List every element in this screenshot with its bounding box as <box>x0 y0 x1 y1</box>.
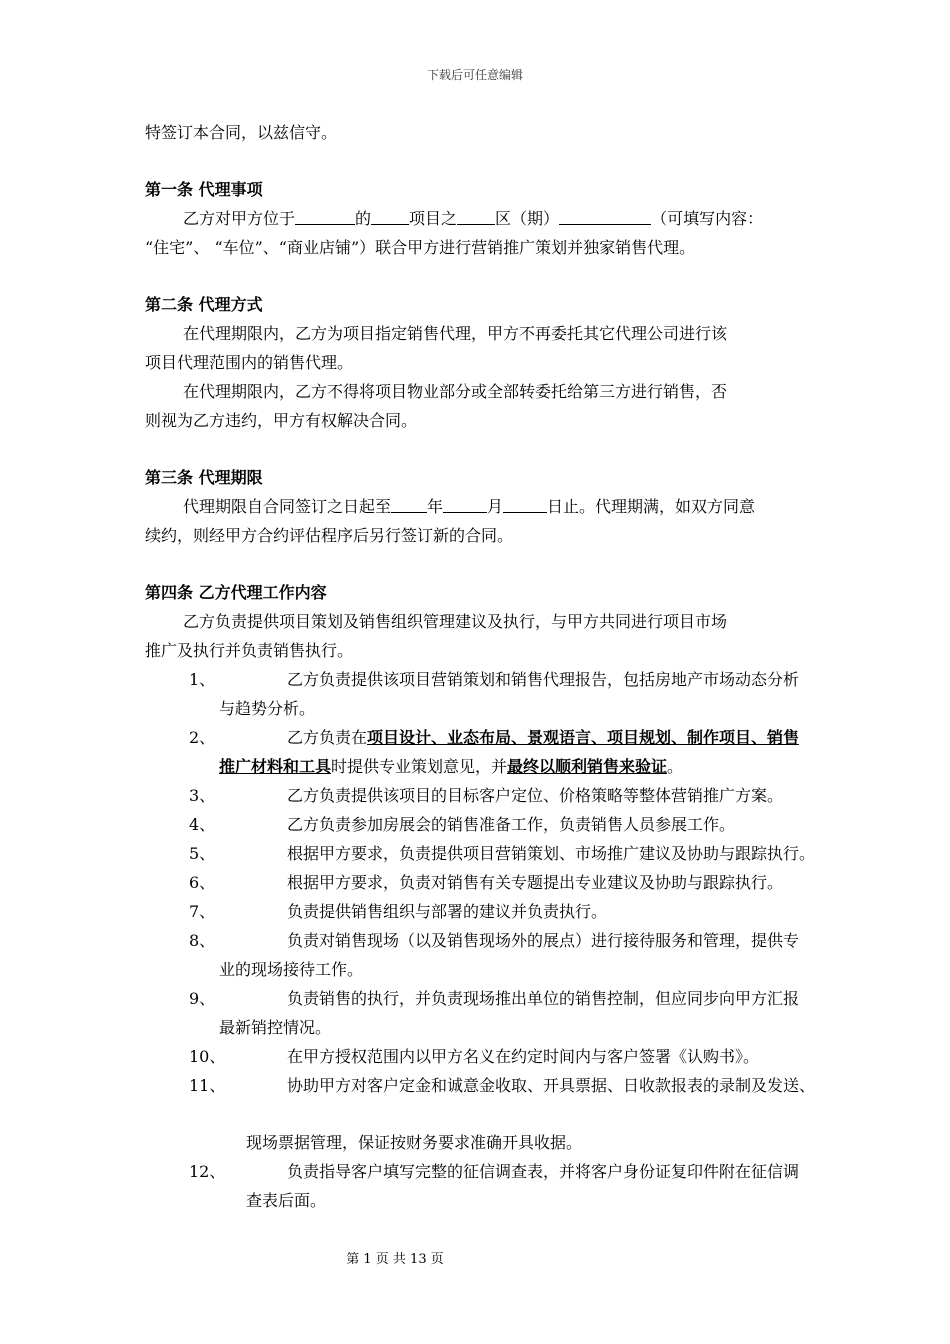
list-item-11: 11、 协助甲方对客户定金和诚意金收取、开具票据、日收款报表的录制及发送、 <box>189 1076 816 1095</box>
article2-p2-l2: 则视为乙方违约，甲方有权解决合同。 <box>145 411 418 430</box>
page-header: 下载后可任意编辑 <box>426 68 523 82</box>
contract-body <box>145 118 865 1215</box>
article1-line2: “住宅”、 “车位”、“商业店铺”）联合甲方进行营销推广策划并独家销售代理。 <box>145 238 696 257</box>
list-item-4: 4、 乙方负责参加房展会的销售准备工作，负责销售人员参展工作。 <box>189 815 736 834</box>
article4-intro-l2: 推广及执行并负责销售执行。 <box>145 641 354 660</box>
list-item-8-cont: 业的现场接待工作。 <box>219 960 364 979</box>
page-footer: 第 1 页 共 13 页 <box>346 1252 444 1267</box>
list-item-7: 7、 负责提供销售组织与部署的建议并负责执行。 <box>189 902 608 921</box>
blank-month[interactable] <box>443 496 487 513</box>
article2-p2-l1: 在代理期限内，乙方不得将项目物业部分或全部转委托给第三方进行销售，否 <box>183 382 728 401</box>
article2-title: 第二条 代理方式 <box>145 295 263 314</box>
list-item-12: 12、 负责指导客户填写完整的征信调查表，并将客户身份证复印件附在征信调 <box>189 1162 800 1181</box>
list-item-9-cont: 最新销控情况。 <box>219 1018 332 1037</box>
list-item-9: 9、 负责销售的执行，并负责现场推出单位的销售控制，但应同步向甲方汇报 <box>189 989 800 1008</box>
list-item-1-cont: 与趋势分析。 <box>219 699 316 718</box>
article2-p1-l1: 在代理期限内，乙方为项目指定销售代理，甲方不再委托其它代理公司进行该 <box>183 324 728 343</box>
blank-year[interactable] <box>391 496 427 513</box>
blank-location[interactable] <box>295 208 355 225</box>
list-item-11-cont: 现场票据管理，保证按财务要求准确开具收据。 <box>246 1133 583 1152</box>
list-item-5: 5、 根据甲方要求，负责提供项目营销策划、市场推广建议及协助与跟踪执行。 <box>189 844 816 863</box>
blank-zone[interactable] <box>457 208 495 225</box>
article2-p1-l2: 项目代理范围内的销售代理。 <box>145 353 354 372</box>
article4-intro-l1: 乙方负责提供项目策划及销售组织管理建议及执行，与甲方共同进行项目市场 <box>183 612 728 631</box>
list-item-3: 3、 乙方负责提供该项目的目标客户定位、价格策略等整体营销推广方案。 <box>189 786 784 805</box>
list-item-2: 2、 乙方负责在项目设计、业态布局、景观语言、项目规划、制作项目、销售 <box>189 728 800 747</box>
article1-title: 第一条 代理事项 <box>145 180 263 199</box>
list-item-8: 8、 负责对销售现场（以及销售现场外的展点）进行接待服务和管理，提供专 <box>189 931 800 950</box>
list-item-2-cont: 推广材料和工具时提供专业策划意见，并最终以顺利销售来验证。 <box>219 757 684 776</box>
intro-line: 特签订本合同，以兹信守。 <box>145 123 338 142</box>
article3-line1: 代理期限自合同签订之日起至 年 月 日止。代理期满，如双方同意 <box>183 497 756 516</box>
list-item-12-cont: 查表后面。 <box>246 1191 327 1210</box>
list-item-6: 6、 根据甲方要求，负责对销售有关专题提出专业建议及协助与跟踪执行。 <box>189 873 784 892</box>
blank-project[interactable] <box>371 208 409 225</box>
article3-title: 第三条 代理期限 <box>145 468 263 487</box>
list-item-1: 1、 乙方负责提供该项目营销策划和销售代理报告，包括房地产市场动态分析 <box>189 670 800 689</box>
article4-title: 第四条 乙方代理工作内容 <box>145 583 327 602</box>
blank-content[interactable] <box>559 208 651 225</box>
article3-line2: 续约，则经甲方合约评估程序后另行签订新的合同。 <box>145 526 514 545</box>
blank-day[interactable] <box>503 496 547 513</box>
article1-line1: 乙方对甲方位于 的 项目之 区（期） （可填写内容： <box>183 209 764 228</box>
list-item-10: 10、 在甲方授权范围内以甲方名义在约定时间内与客户签署《认购书》。 <box>189 1047 760 1066</box>
